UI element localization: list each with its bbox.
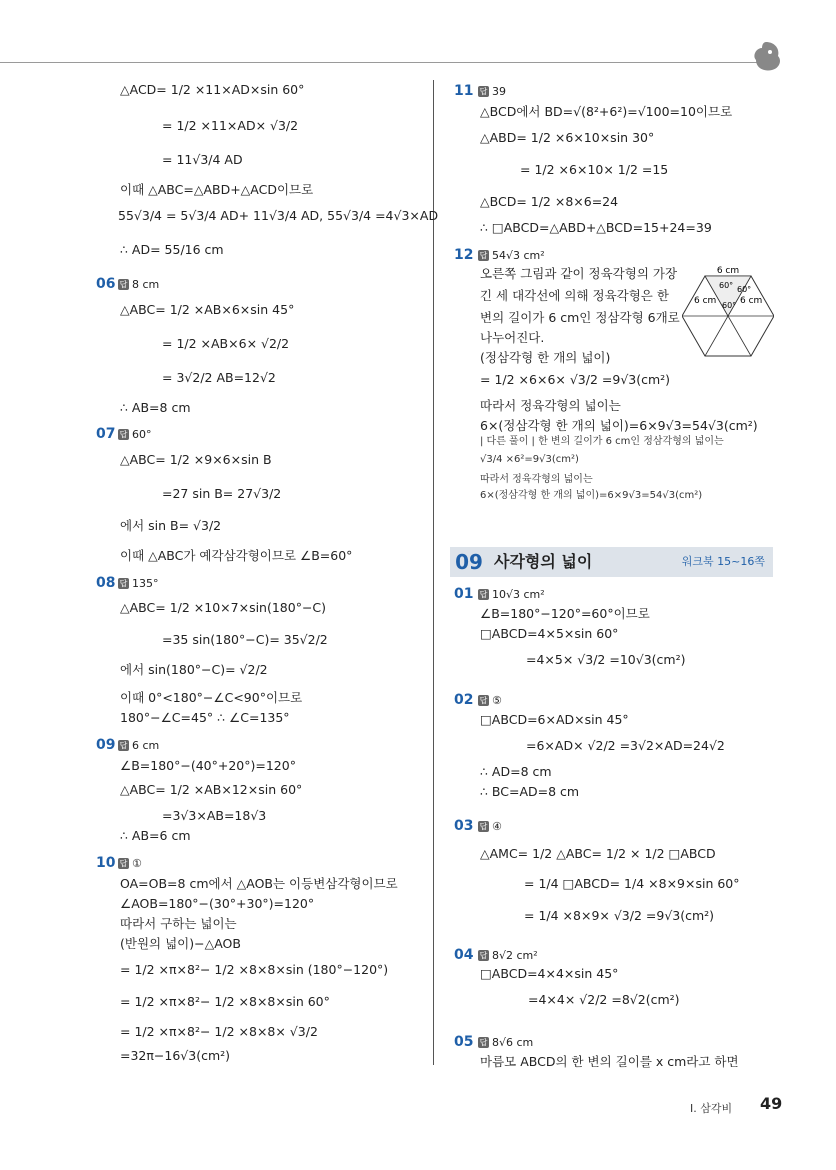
s05-answer — [478, 1035, 533, 1051]
q06-answer-text: 8 cm — [132, 278, 160, 291]
q11-answer — [478, 84, 506, 100]
hex-left-label: 6 cm — [694, 296, 717, 306]
s03-answer-text: ④ — [492, 820, 502, 833]
s02-line-1: □ABCD=6×AD×sin 45° — [480, 712, 629, 727]
s01-line-3: =4×5× √3/2 =10√3(cm²) — [526, 652, 686, 667]
q07-line-3: 에서 sin B= √3/2 — [120, 518, 222, 533]
c05-line-6: ∴ AD= 55/16 cm — [120, 242, 224, 257]
header-rule — [0, 62, 760, 63]
q10-line-3: 따라서 구하는 넓이는 — [120, 916, 237, 931]
answer-badge-icon: 답 — [479, 696, 488, 705]
q10-line-2: ∠AOB=180°−(30°+30°)=120° — [120, 896, 315, 911]
q10-line-1: OA=OB=8 cm에서 △AOB는 이등변삼각형이므로 — [120, 876, 398, 891]
q06-line-3: = 3√2/2 AB=12√2 — [162, 370, 276, 385]
q09-line-1: ∠B=180°−(40°+20°)=120° — [120, 758, 296, 773]
q12-answer — [478, 248, 545, 264]
section-header — [450, 547, 773, 577]
q12-line-7: 따라서 정육각형의 넓이는 — [480, 398, 621, 413]
c05-line-2: = 1/2 ×11×AD× √3/2 — [162, 118, 299, 133]
q12-note-4: 6×(정삼각형 한 개의 넓이)=6×9√3=54√3(cm²) — [480, 490, 703, 501]
q11-answer-text: 39 — [492, 85, 506, 98]
s04-line-1: □ABCD=4×4×sin 45° — [480, 966, 619, 981]
q12-note-2: √3/4 ×6²=9√3(cm²) — [480, 454, 579, 465]
q10-answer-text: ① — [132, 857, 142, 870]
answer-badge-icon: 답 — [119, 859, 128, 868]
answer-badge-icon: 답 — [479, 87, 488, 96]
q10-line-8: =32π−16√3(cm²) — [120, 1048, 231, 1063]
q09-answer-text: 6 cm — [132, 739, 160, 752]
section-title: 사각형의 넓이 — [494, 552, 593, 571]
answer-badge-icon: 답 — [479, 951, 488, 960]
workbook-reference: 워크북 15~16쪽 — [681, 555, 765, 568]
q07-line-2: =27 sin B= 27√3/2 — [162, 486, 282, 501]
q06-number: 06 — [96, 276, 116, 292]
answer-badge-icon: 답 — [119, 579, 128, 588]
q12-line-8: 6×(정삼각형 한 개의 넓이)=6×9√3=54√3(cm²) — [480, 418, 758, 433]
q06-answer — [118, 277, 159, 293]
s01-answer-text: 10√3 cm² — [492, 588, 545, 601]
s05-line-1: 마름모 ABCD의 한 변의 길이를 x cm라고 하면 — [480, 1054, 739, 1069]
q10-line-5: = 1/2 ×π×8²− 1/2 ×8×8×sin (180°−120°) — [120, 962, 389, 977]
s05-number: 05 — [454, 1034, 474, 1050]
s04-answer-text: 8√2 cm² — [492, 949, 538, 962]
c05-line-5: 55√3/4 = 5√3/4 AD+ 11√3/4 AD, 55√3/4 =4√3×AD — [118, 208, 439, 223]
q12-note-1: | 다른 풀이 | 한 변의 길이가 6 cm인 정삼각형의 넓이는 — [480, 436, 724, 447]
q12-line-2: 긴 세 대각선에 의해 정육각형은 한 — [480, 288, 669, 303]
q09-line-3: =3√3×AB=18√3 — [162, 808, 267, 823]
s03-number: 03 — [454, 818, 474, 834]
s04-number: 04 — [454, 947, 474, 963]
q10-number: 10 — [96, 855, 116, 871]
q08-answer-text: 135° — [132, 577, 159, 590]
hex-angle-1: 60° — [719, 281, 734, 290]
q06-line-1: △ABC= 1/2 ×AB×6×sin 45° — [120, 302, 295, 317]
s01-line-2: □ABCD=4×5×sin 60° — [480, 626, 619, 641]
s04-line-2: =4×4× √2/2 =8√2(cm²) — [528, 992, 680, 1007]
q07-line-1: △ABC= 1/2 ×9×6×sin B — [120, 452, 272, 467]
hex-right-label: 6 cm — [740, 296, 763, 306]
s02-line-3: ∴ AD=8 cm — [480, 764, 552, 779]
s04-answer — [478, 948, 538, 964]
mascot-logo-icon — [748, 38, 784, 74]
q12-line-1: 오른쪽 그림과 같이 정육각형의 가장 — [480, 266, 678, 281]
column-divider — [433, 80, 434, 1065]
q09-line-2: △ABC= 1/2 ×AB×12×sin 60° — [120, 782, 303, 797]
footer-chapter: Ⅰ. 삼각비 — [690, 1102, 733, 1115]
q10-line-7: = 1/2 ×π×8²− 1/2 ×8×8× √3/2 — [120, 1024, 318, 1039]
q08-line-5: 180°−∠C=45° ∴ ∠C=135° — [120, 710, 290, 725]
hex-angle-2: 60° — [737, 285, 752, 294]
q08-line-4: 이때 0°<180°−∠C<90°이므로 — [120, 690, 303, 705]
hexagon-figure — [682, 262, 774, 362]
answer-badge-icon: 답 — [479, 251, 488, 260]
q09-answer — [118, 738, 159, 754]
q06-line-4: ∴ AB=8 cm — [120, 400, 191, 415]
s03-line-3: = 1/4 ×8×9× √3/2 =9√3(cm²) — [524, 908, 715, 923]
q12-note-3: 따라서 정육각형의 넓이는 — [480, 474, 593, 485]
q06-line-2: = 1/2 ×AB×6× √2/2 — [162, 336, 290, 351]
q07-number: 07 — [96, 426, 116, 442]
answer-badge-icon: 답 — [119, 280, 128, 289]
q07-answer — [118, 427, 152, 443]
s01-number: 01 — [454, 586, 474, 602]
q09-line-4: ∴ AB=6 cm — [120, 828, 191, 843]
answer-badge-icon: 답 — [479, 1038, 488, 1047]
s03-line-1: △AMC= 1/2 △ABC= 1/2 × 1/2 □ABCD — [480, 846, 716, 861]
s02-answer — [478, 693, 502, 709]
q08-line-1: △ABC= 1/2 ×10×7×sin(180°−C) — [120, 600, 327, 615]
q07-answer-text: 60° — [132, 428, 152, 441]
c05-line-1: △ACD= 1/2 ×11×AD×sin 60° — [120, 82, 305, 97]
s03-line-2: = 1/4 □ABCD= 1/4 ×8×9×sin 60° — [524, 876, 740, 891]
q11-line-2: △ABD= 1/2 ×6×10×sin 30° — [480, 130, 655, 145]
s02-answer-text: ⑤ — [492, 694, 502, 707]
q12-line-4: 나누어진다. — [480, 330, 545, 345]
q10-line-4: (반원의 넓이)−△AOB — [120, 936, 241, 951]
q11-line-1: △BCD에서 BD=√(8²+6²)=√100=10이므로 — [480, 104, 733, 119]
hex-angle-3: 60° — [722, 301, 737, 310]
section-number: 09 — [455, 550, 483, 574]
q12-line-5: (정삼각형 한 개의 넓이) — [480, 350, 611, 365]
q11-number: 11 — [454, 83, 474, 99]
answer-badge-icon: 답 — [119, 741, 128, 750]
q12-line-6: = 1/2 ×6×6× √3/2 =9√3(cm²) — [480, 372, 671, 387]
q12-answer-text: 54√3 cm² — [492, 249, 545, 262]
q11-line-3: = 1/2 ×6×10× 1/2 =15 — [520, 162, 669, 177]
q07-line-4: 이때 △ABC가 예각삼각형이므로 ∠B=60° — [120, 548, 353, 563]
q08-line-2: =35 sin(180°−C)= 35√2/2 — [162, 632, 328, 647]
q11-line-4: △BCD= 1/2 ×8×6=24 — [480, 194, 619, 209]
s05-answer-text: 8√6 cm — [492, 1036, 534, 1049]
q12-line-3: 변의 길이가 6 cm인 정삼각형 6개로 — [480, 310, 680, 325]
c05-line-4: 이때 △ABC=△ABD+△ACD이므로 — [120, 182, 314, 197]
s02-line-4: ∴ BC=AD=8 cm — [480, 784, 580, 799]
s02-number: 02 — [454, 692, 474, 708]
q08-answer — [118, 576, 159, 592]
c05-line-3: = 11√3/4 AD — [162, 152, 243, 167]
hex-top-label: 6 cm — [716, 266, 740, 276]
q09-number: 09 — [96, 737, 116, 753]
s01-line-1: ∠B=180°−120°=60°이므로 — [480, 606, 650, 621]
q12-number: 12 — [454, 247, 474, 263]
q10-line-6: = 1/2 ×π×8²− 1/2 ×8×8×sin 60° — [120, 994, 330, 1009]
q08-line-3: 에서 sin(180°−C)= √2/2 — [120, 662, 268, 677]
s02-line-2: =6×AD× √2/2 =3√2×AD=24√2 — [526, 738, 725, 753]
answer-badge-icon: 답 — [479, 590, 488, 599]
q11-line-5: ∴ □ABCD=△ABD+△BCD=15+24=39 — [480, 220, 712, 235]
answer-badge-icon: 답 — [479, 822, 488, 831]
q10-answer — [118, 856, 142, 872]
page-number: 49 — [760, 1094, 783, 1113]
s03-answer — [478, 819, 502, 835]
s01-answer — [478, 587, 545, 603]
answer-badge-icon: 답 — [119, 430, 128, 439]
q08-number: 08 — [96, 575, 116, 591]
